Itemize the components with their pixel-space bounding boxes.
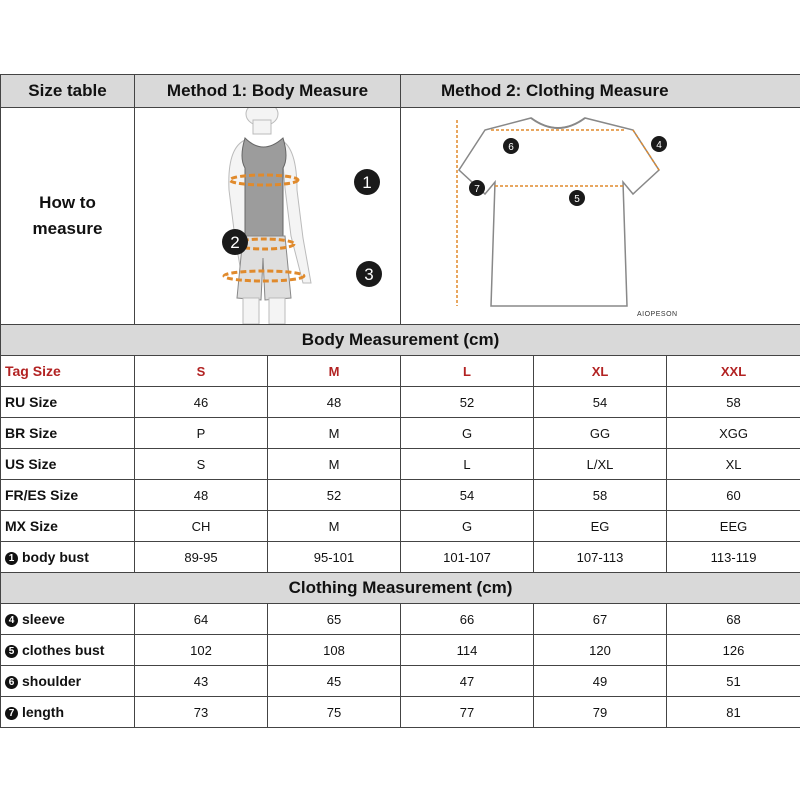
clothing-section-header: [1, 573, 800, 604]
row-label: 7 length: [1, 697, 135, 728]
table-cell: M: [268, 418, 401, 449]
right-leg: [269, 298, 285, 324]
figure-row: [1, 108, 800, 325]
table-cell: EEG: [667, 511, 800, 542]
tag-size-row: [1, 356, 800, 387]
row-label: BR Size: [1, 418, 135, 449]
table-cell: 60: [667, 480, 800, 511]
table-cell: 64: [135, 604, 268, 635]
marker-3: [356, 261, 382, 287]
table-row: [1, 604, 800, 635]
table-cell: 52: [268, 480, 401, 511]
marker-2-label: 2: [230, 233, 240, 252]
number-1-icon: 1: [5, 552, 18, 565]
marker-7: [469, 180, 485, 196]
row-label: 4 sleeve: [1, 604, 135, 635]
table-cell: XL: [667, 449, 800, 480]
table-row: [1, 697, 800, 728]
table-cell: L: [401, 449, 534, 480]
table-cell: GG: [534, 418, 667, 449]
tag-size-cell: S: [135, 356, 268, 387]
marker-4: [651, 136, 667, 152]
shirt-figure-cell: [401, 108, 800, 325]
table-cell: S: [135, 449, 268, 480]
shirt-figure: [401, 108, 799, 324]
method2-title: Method 2: Clothing Measure: [401, 75, 800, 108]
table-cell: G: [401, 418, 534, 449]
body-section-title: Body Measurement (cm): [1, 325, 800, 356]
size-table-title: Size table: [1, 75, 135, 108]
table-cell: 67: [534, 604, 667, 635]
table-cell: L/XL: [534, 449, 667, 480]
marker-5-label: 5: [574, 194, 580, 205]
tag-size-cell: XL: [534, 356, 667, 387]
table-row: [1, 542, 800, 573]
table-row: [1, 666, 800, 697]
table-cell: CH: [135, 511, 268, 542]
tag-size-label: Tag Size: [1, 356, 135, 387]
row-label: MX Size: [1, 511, 135, 542]
table-cell: 58: [534, 480, 667, 511]
table-cell: 58: [667, 387, 800, 418]
table-cell: 81: [667, 697, 800, 728]
table-cell: M: [268, 511, 401, 542]
tag-size-cell: L: [401, 356, 534, 387]
table-cell: 46: [135, 387, 268, 418]
table-cell: 54: [401, 480, 534, 511]
how-to-measure-label: How to measure: [32, 193, 103, 238]
table-cell: 65: [268, 604, 401, 635]
marker-6: [503, 138, 519, 154]
table-row: [1, 418, 800, 449]
number-5-icon: 5: [5, 645, 18, 658]
table-cell: 77: [401, 697, 534, 728]
table-cell: 95-101: [268, 542, 401, 573]
table-cell: 89-95: [135, 542, 268, 573]
table-cell: 43: [135, 666, 268, 697]
table-cell: 68: [667, 604, 800, 635]
table-cell: 101-107: [401, 542, 534, 573]
table-row: [1, 480, 800, 511]
size-table: [0, 74, 800, 728]
table-cell: 108: [268, 635, 401, 666]
marker-6-label: 6: [508, 142, 514, 153]
table-row: [1, 635, 800, 666]
number-7-icon: 7: [5, 707, 18, 720]
row-label: US Size: [1, 449, 135, 480]
marker-3-label: 3: [364, 265, 374, 284]
table-cell: G: [401, 511, 534, 542]
how-to-measure-cell: [1, 108, 135, 325]
table-cell: 54: [534, 387, 667, 418]
table-cell: 102: [135, 635, 268, 666]
marker-5: [569, 190, 585, 206]
table-cell: 48: [135, 480, 268, 511]
table-cell: 113-119: [667, 542, 800, 573]
table-row: [1, 511, 800, 542]
row-label: RU Size: [1, 387, 135, 418]
table-cell: 126: [667, 635, 800, 666]
tag-size-cell: M: [268, 356, 401, 387]
row-label: 5 clothes bust: [1, 635, 135, 666]
table-row: [1, 387, 800, 418]
body-section-header: [1, 325, 800, 356]
table-cell: 66: [401, 604, 534, 635]
row-label: FR/ES Size: [1, 480, 135, 511]
brand-label: AIOPESON: [637, 311, 678, 318]
table-cell: 48: [268, 387, 401, 418]
neck-shape: [253, 120, 271, 134]
marker-1-label: 1: [362, 173, 372, 192]
tshirt-outline: [459, 118, 659, 306]
table-cell: 47: [401, 666, 534, 697]
table-cell: EG: [534, 511, 667, 542]
marker-4-label: 4: [656, 140, 662, 151]
table-cell: 75: [268, 697, 401, 728]
number-4-icon: 4: [5, 614, 18, 627]
marker-2: [222, 229, 248, 255]
table-cell: P: [135, 418, 268, 449]
body-figure: [135, 108, 399, 324]
table-cell: XGG: [667, 418, 800, 449]
table-cell: 107-113: [534, 542, 667, 573]
table-cell: 73: [135, 697, 268, 728]
header-row: [1, 75, 800, 108]
table-cell: 52: [401, 387, 534, 418]
table-cell: M: [268, 449, 401, 480]
number-6-icon: 6: [5, 676, 18, 689]
method1-title: Method 1: Body Measure: [135, 75, 401, 108]
table-cell: 45: [268, 666, 401, 697]
left-leg: [243, 298, 259, 324]
table-cell: 49: [534, 666, 667, 697]
table-cell: 120: [534, 635, 667, 666]
row-label: 6 shoulder: [1, 666, 135, 697]
marker-1: [354, 169, 380, 195]
body-figure-cell: [135, 108, 401, 325]
row-label: 1 body bust: [1, 542, 135, 573]
tank-top: [242, 138, 286, 236]
table-row: [1, 449, 800, 480]
tag-size-cell: XXL: [667, 356, 800, 387]
table-cell: 114: [401, 635, 534, 666]
table-cell: 79: [534, 697, 667, 728]
clothing-section-title: Clothing Measurement (cm): [1, 573, 800, 604]
table-cell: 51: [667, 666, 800, 697]
marker-7-label: 7: [474, 184, 480, 195]
